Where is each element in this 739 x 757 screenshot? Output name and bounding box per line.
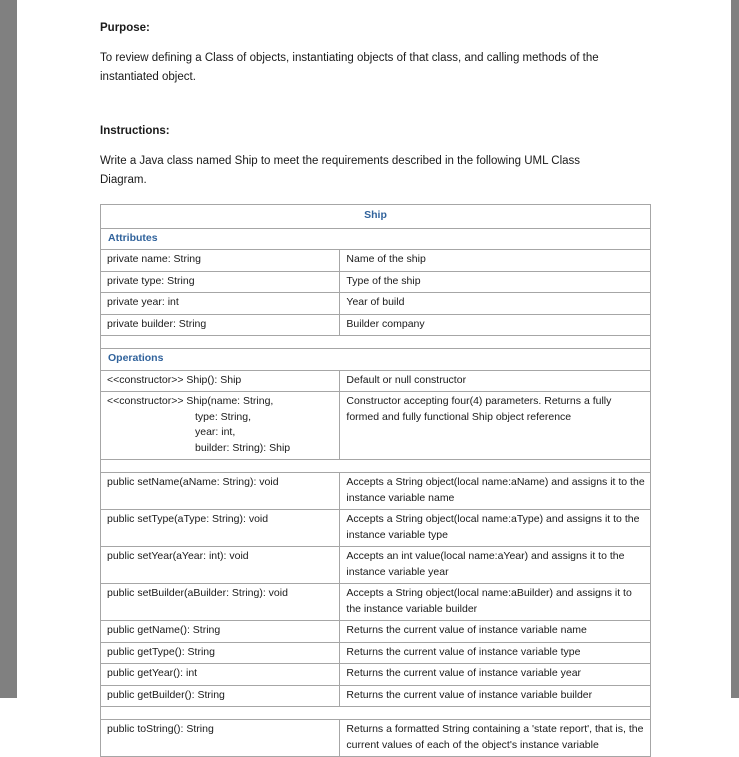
getter-description: Returns the current value of instance variable year [340, 664, 651, 686]
table-row [101, 685, 651, 707]
constructor-description: Default or null constructor [340, 370, 651, 392]
table-row [101, 642, 651, 664]
signature-continuation-line: builder: String): Ship [195, 441, 291, 454]
attribute-description: Name of the ship [340, 250, 651, 272]
setter-signature: public setBuilder(aBuilder: String): void [101, 584, 340, 621]
setter-signature: public setYear(aYear: int): void [101, 547, 340, 584]
instructions-text: Write a Java class named Ship to meet the requirements described in the following UML Class Diagram. [100, 155, 581, 186]
attribute-description: Builder company [340, 314, 651, 336]
attribute-signature: private name: String [101, 250, 340, 272]
setter-description: Accepts a String object(local name:aBuilder) and assigns it to the instance variable builder [340, 584, 651, 621]
getter-description: Returns the current value of instance variable builder [340, 685, 651, 707]
attribute-description: Type of the ship [340, 271, 651, 293]
uml-spacer-cell [101, 336, 651, 349]
uml-spacer-row [101, 336, 651, 349]
getter-description: Returns the current value of instance variable type [340, 642, 651, 664]
uml-spacer-row [101, 460, 651, 473]
table-row [101, 584, 651, 621]
uml-class-title-row [101, 205, 651, 229]
uml-table-body [101, 205, 651, 757]
page-gutter-left [0, 0, 17, 698]
table-row [101, 547, 651, 584]
document-page [17, 0, 731, 751]
uml-class-diagram-table [100, 204, 651, 757]
purpose-heading: Purpose: [100, 22, 150, 34]
table-row [101, 510, 651, 547]
table-row [101, 720, 651, 757]
signature-continuation-line: year: int, [195, 426, 236, 438]
getter-signature: public getType(): String [101, 642, 340, 664]
uml-attributes-section-row [101, 228, 651, 250]
setter-signature: public setType(aType: String): void [101, 510, 340, 547]
table-row [101, 370, 651, 392]
uml-operations-section-row [101, 349, 651, 371]
signature-line: <<constructor>> Ship(name: String, [107, 395, 274, 407]
setter-description: Accepts a String object(local name:aType) and assigns it to the instance variable type [340, 510, 651, 547]
constructor-signature [101, 370, 340, 392]
signature-continuation-line: type: String, [195, 410, 252, 423]
purpose-text: To review defining a Class of objects, instantiating objects of that class, and calling methods of the instantiated object. [100, 52, 599, 83]
attribute-description: Year of build [340, 293, 651, 315]
table-row [101, 271, 651, 293]
uml-spacer-cell [101, 707, 651, 720]
table-row [101, 314, 651, 336]
method-signature: public toString(): String [101, 720, 340, 757]
uml-class-name: Ship [101, 205, 651, 229]
uml-attributes-label: Attributes [101, 228, 651, 250]
table-row [101, 250, 651, 272]
section-gap [100, 87, 731, 123]
setter-description: Accepts an int value(local name:aYear) and assigns it to the instance variable year [340, 547, 651, 584]
uml-spacer-cell [101, 460, 651, 473]
table-row [101, 664, 651, 686]
constructor-description: Constructor accepting four(4) parameters. Returns a fully formed and fully functional Ship object reference [340, 392, 651, 460]
method-description: Returns a formatted String containing a 'state report', that is, the current values of each of the object's instance variable [340, 720, 651, 757]
getter-signature: public getBuilder(): String [101, 685, 340, 707]
setter-signature: public setName(aName: String): void [101, 473, 340, 510]
getter-signature: public getYear(): int [101, 664, 340, 686]
table-row [101, 293, 651, 315]
table-row [101, 473, 651, 510]
uml-spacer-row [101, 707, 651, 720]
instructions-heading: Instructions: [100, 125, 170, 137]
constructor-signature [101, 392, 340, 460]
attribute-signature: private type: String [101, 271, 340, 293]
attribute-signature: private builder: String [101, 314, 340, 336]
signature-line: <<constructor>> Ship(): Ship [107, 373, 242, 386]
table-row [101, 621, 651, 643]
getter-description: Returns the current value of instance variable name [340, 621, 651, 643]
getter-signature: public getName(): String [101, 621, 340, 643]
setter-description: Accepts a String object(local name:aName) and assigns it to the instance variable name [340, 473, 651, 510]
uml-operations-label: Operations [101, 349, 651, 371]
attribute-signature: private year: int [101, 293, 340, 315]
table-row [101, 392, 651, 460]
page-gutter-right [731, 0, 739, 698]
